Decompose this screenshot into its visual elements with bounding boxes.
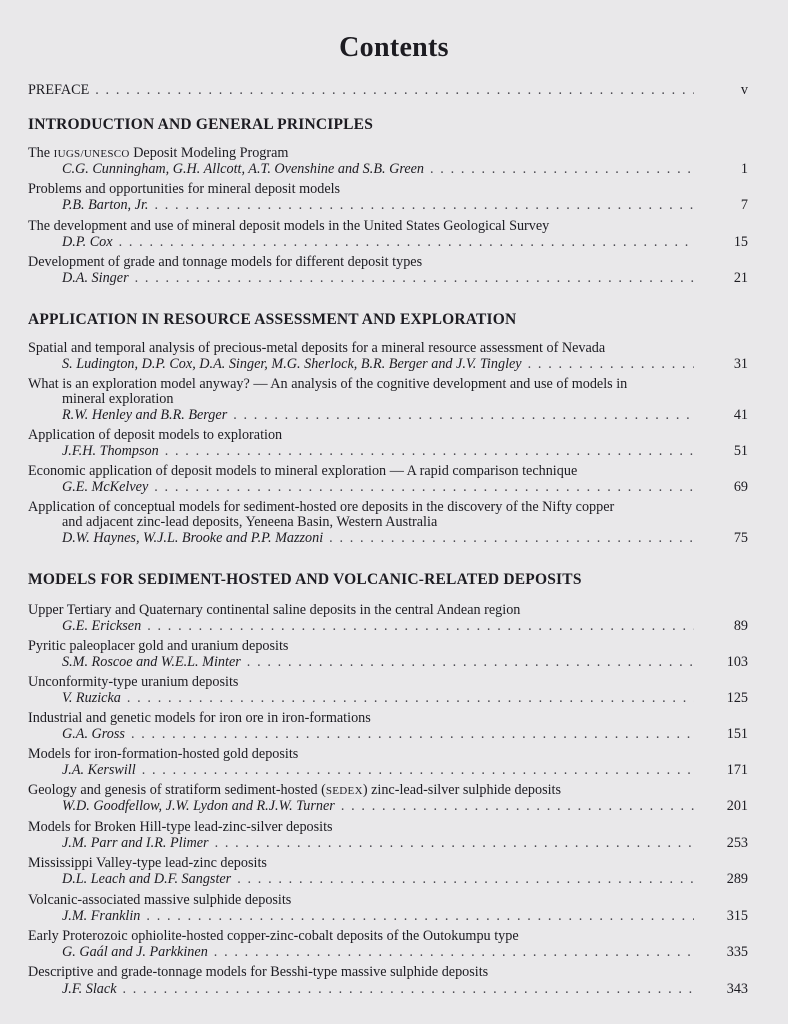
page-number: 21 <box>733 270 748 286</box>
page-number: 69 <box>733 479 748 495</box>
page-number: 343 <box>726 981 748 997</box>
entry-authors: J.F. Slack <box>62 981 117 997</box>
entry-author-line <box>62 530 748 546</box>
page-number: v <box>740 82 748 98</box>
dot-leader <box>215 835 694 851</box>
entry-author-line <box>62 443 748 459</box>
entry-title: Unconformity-type uranium deposits <box>28 674 239 690</box>
entry-authors: G.E. McKelvey <box>62 479 149 495</box>
entry-author-line <box>62 197 748 213</box>
page-number: 1 <box>740 161 748 177</box>
entry-title: Application of conceptual models for sediment-hosted ore deposits in the discovery of the Nifty copper <box>28 499 615 515</box>
entry-title: Development of grade and tonnage models for different deposit types <box>28 254 423 270</box>
entry-title: Industrial and genetic models for iron ore in iron-formations <box>28 710 371 726</box>
dot-leader <box>430 161 694 177</box>
entry-author-line <box>62 618 748 634</box>
entry-author-line <box>62 835 748 851</box>
entry-author-line <box>62 407 748 423</box>
dot-leader <box>154 479 694 495</box>
entry-author-line <box>62 479 748 495</box>
entry-author-line <box>62 981 748 997</box>
entry-title-part: The <box>28 145 54 161</box>
dot-leader <box>119 234 694 250</box>
preface-entry <box>28 82 748 98</box>
entry-title: Application of deposit models to exploration <box>28 427 283 443</box>
dot-leader <box>247 654 694 670</box>
entry-authors: D.W. Haynes, W.J.L. Brooke and P.P. Mazzoni <box>62 530 324 546</box>
dot-leader <box>146 908 694 924</box>
entry-author-line <box>62 908 748 924</box>
page-number: 41 <box>733 407 748 423</box>
dot-leader <box>95 82 694 98</box>
entry-author-line <box>62 726 748 742</box>
page-number: 335 <box>726 944 748 960</box>
entry-title-part: Geology and genesis of stratiform sediment-hosted ( <box>28 782 326 798</box>
page-number: 315 <box>726 908 748 924</box>
entry-title: Volcanic-associated massive sulphide deposits <box>28 892 292 908</box>
page-title: Contents <box>339 32 449 63</box>
entry-authors: D.P. Cox <box>62 234 113 250</box>
entry-author-line <box>62 871 748 887</box>
entry-title <box>28 782 748 799</box>
entry-authors: G.A. Gross <box>62 726 125 742</box>
dot-leader <box>233 407 694 423</box>
page-number: 51 <box>733 443 748 459</box>
entry-author-line <box>62 356 748 372</box>
entry-author-line <box>62 161 748 177</box>
page-number: 31 <box>733 356 748 372</box>
dot-leader <box>237 871 694 887</box>
entry-author-line <box>62 944 748 960</box>
dot-leader <box>214 944 694 960</box>
entry-title: Descriptive and grade-tonnage models for Besshi-type massive sulphide deposits <box>28 964 489 980</box>
entry-title: Economic application of deposit models to mineral exploration — A rapid comparison technique <box>28 463 578 479</box>
entry-title: What is an exploration model anyway? — An analysis of the cognitive development and use of models in <box>28 376 628 392</box>
entry-authors: G.E. Ericksen <box>62 618 142 634</box>
dot-leader <box>329 530 694 546</box>
entry-authors: W.D. Goodfellow, J.W. Lydon and R.J.W. Turner <box>62 798 335 814</box>
entry-authors: P.B. Barton, Jr. <box>62 197 149 213</box>
entry-title: Upper Tertiary and Quaternary continental saline deposits in the central Andean region <box>28 602 521 618</box>
entry-author-line <box>62 798 748 814</box>
section-heading: INTRODUCTION AND GENERAL PRINCIPLES <box>28 116 374 133</box>
entry-authors: J.A. Kerswill <box>62 762 136 778</box>
page-number: 7 <box>740 197 748 213</box>
entry-title-smallcaps: SEDEX <box>325 785 363 797</box>
dot-leader <box>142 762 694 778</box>
dot-leader <box>341 798 694 814</box>
section-heading: APPLICATION IN RESOURCE ASSESSMENT AND EXPLORATION <box>28 311 517 328</box>
dot-leader <box>165 443 694 459</box>
page-number: 171 <box>726 762 748 778</box>
page-number: 15 <box>733 234 748 250</box>
entry-title <box>28 145 748 162</box>
entry-author-line <box>62 654 748 670</box>
page-number: 103 <box>726 654 748 670</box>
preface-label: PREFACE <box>28 82 90 98</box>
dot-leader <box>131 726 694 742</box>
entry-title: The development and use of mineral deposit models in the United States Geological Survey <box>28 218 550 234</box>
page-number: 289 <box>726 871 748 887</box>
entry-title: Pyritic paleoplacer gold and uranium deposits <box>28 638 289 654</box>
dot-leader <box>127 690 694 706</box>
dot-leader <box>123 981 695 997</box>
entry-authors: C.G. Cunningham, G.H. Allcott, A.T. Ovenshine and S.B. Green <box>62 161 425 177</box>
page-number: 125 <box>726 690 748 706</box>
section-heading: MODELS FOR SEDIMENT-HOSTED AND VOLCANIC-RELATED DEPOSITS <box>28 571 582 588</box>
dot-leader <box>154 197 694 213</box>
entry-authors: J.F.H. Thompson <box>62 443 159 459</box>
entry-title: Models for iron-formation-hosted gold deposits <box>28 746 299 762</box>
entry-title: Models for Broken Hill-type lead-zinc-silver deposits <box>28 819 333 835</box>
entry-authors: S.M. Roscoe and W.E.L. Minter <box>62 654 241 670</box>
entry-author-line <box>62 762 748 778</box>
entry-authors: G. Gaál and J. Parkkinen <box>62 944 208 960</box>
entry-authors: D.A. Singer <box>62 270 129 286</box>
entry-title-smallcaps: IUGS/UNESCO <box>53 148 130 160</box>
entry-title-part: Deposit Modeling Program <box>129 145 289 161</box>
entry-authors: V. Ruzicka <box>62 690 121 706</box>
entry-title-continuation: and adjacent zinc-lead deposits, Yeneena Basin, Western Australia <box>62 514 438 530</box>
entry-title: Problems and opportunities for mineral deposit models <box>28 181 341 197</box>
page-number: 151 <box>726 726 748 742</box>
entry-title: Spatial and temporal analysis of precious-metal deposits for a mineral resource assessment of Nevada <box>28 340 606 356</box>
entry-authors: J.M. Franklin <box>62 908 141 924</box>
entry-title-continuation: mineral exploration <box>62 391 174 407</box>
page-number: 253 <box>726 835 748 851</box>
entry-title-part: ) zinc-lead-silver sulphide deposits <box>362 782 562 798</box>
entry-authors: R.W. Henley and B.R. Berger <box>62 407 228 423</box>
entry-title: Early Proterozoic ophiolite-hosted copper-zinc-cobalt deposits of the Outokumpu type <box>28 928 519 944</box>
entry-title: Mississippi Valley-type lead-zinc deposits <box>28 855 267 871</box>
dot-leader <box>528 356 694 372</box>
entry-authors: D.L. Leach and D.F. Sangster <box>62 871 232 887</box>
page-number: 201 <box>726 798 748 814</box>
entry-authors: J.M. Parr and I.R. Plimer <box>62 835 209 851</box>
entry-author-line <box>62 690 748 706</box>
page-number: 75 <box>733 530 748 546</box>
entry-author-line <box>62 270 748 286</box>
dot-leader <box>147 618 694 634</box>
page-number: 89 <box>733 618 748 634</box>
entry-author-line <box>62 234 748 250</box>
entry-authors: S. Ludington, D.P. Cox, D.A. Singer, M.G. Sherlock, B.R. Berger and J.V. Tingley <box>62 356 522 372</box>
dot-leader <box>135 270 694 286</box>
